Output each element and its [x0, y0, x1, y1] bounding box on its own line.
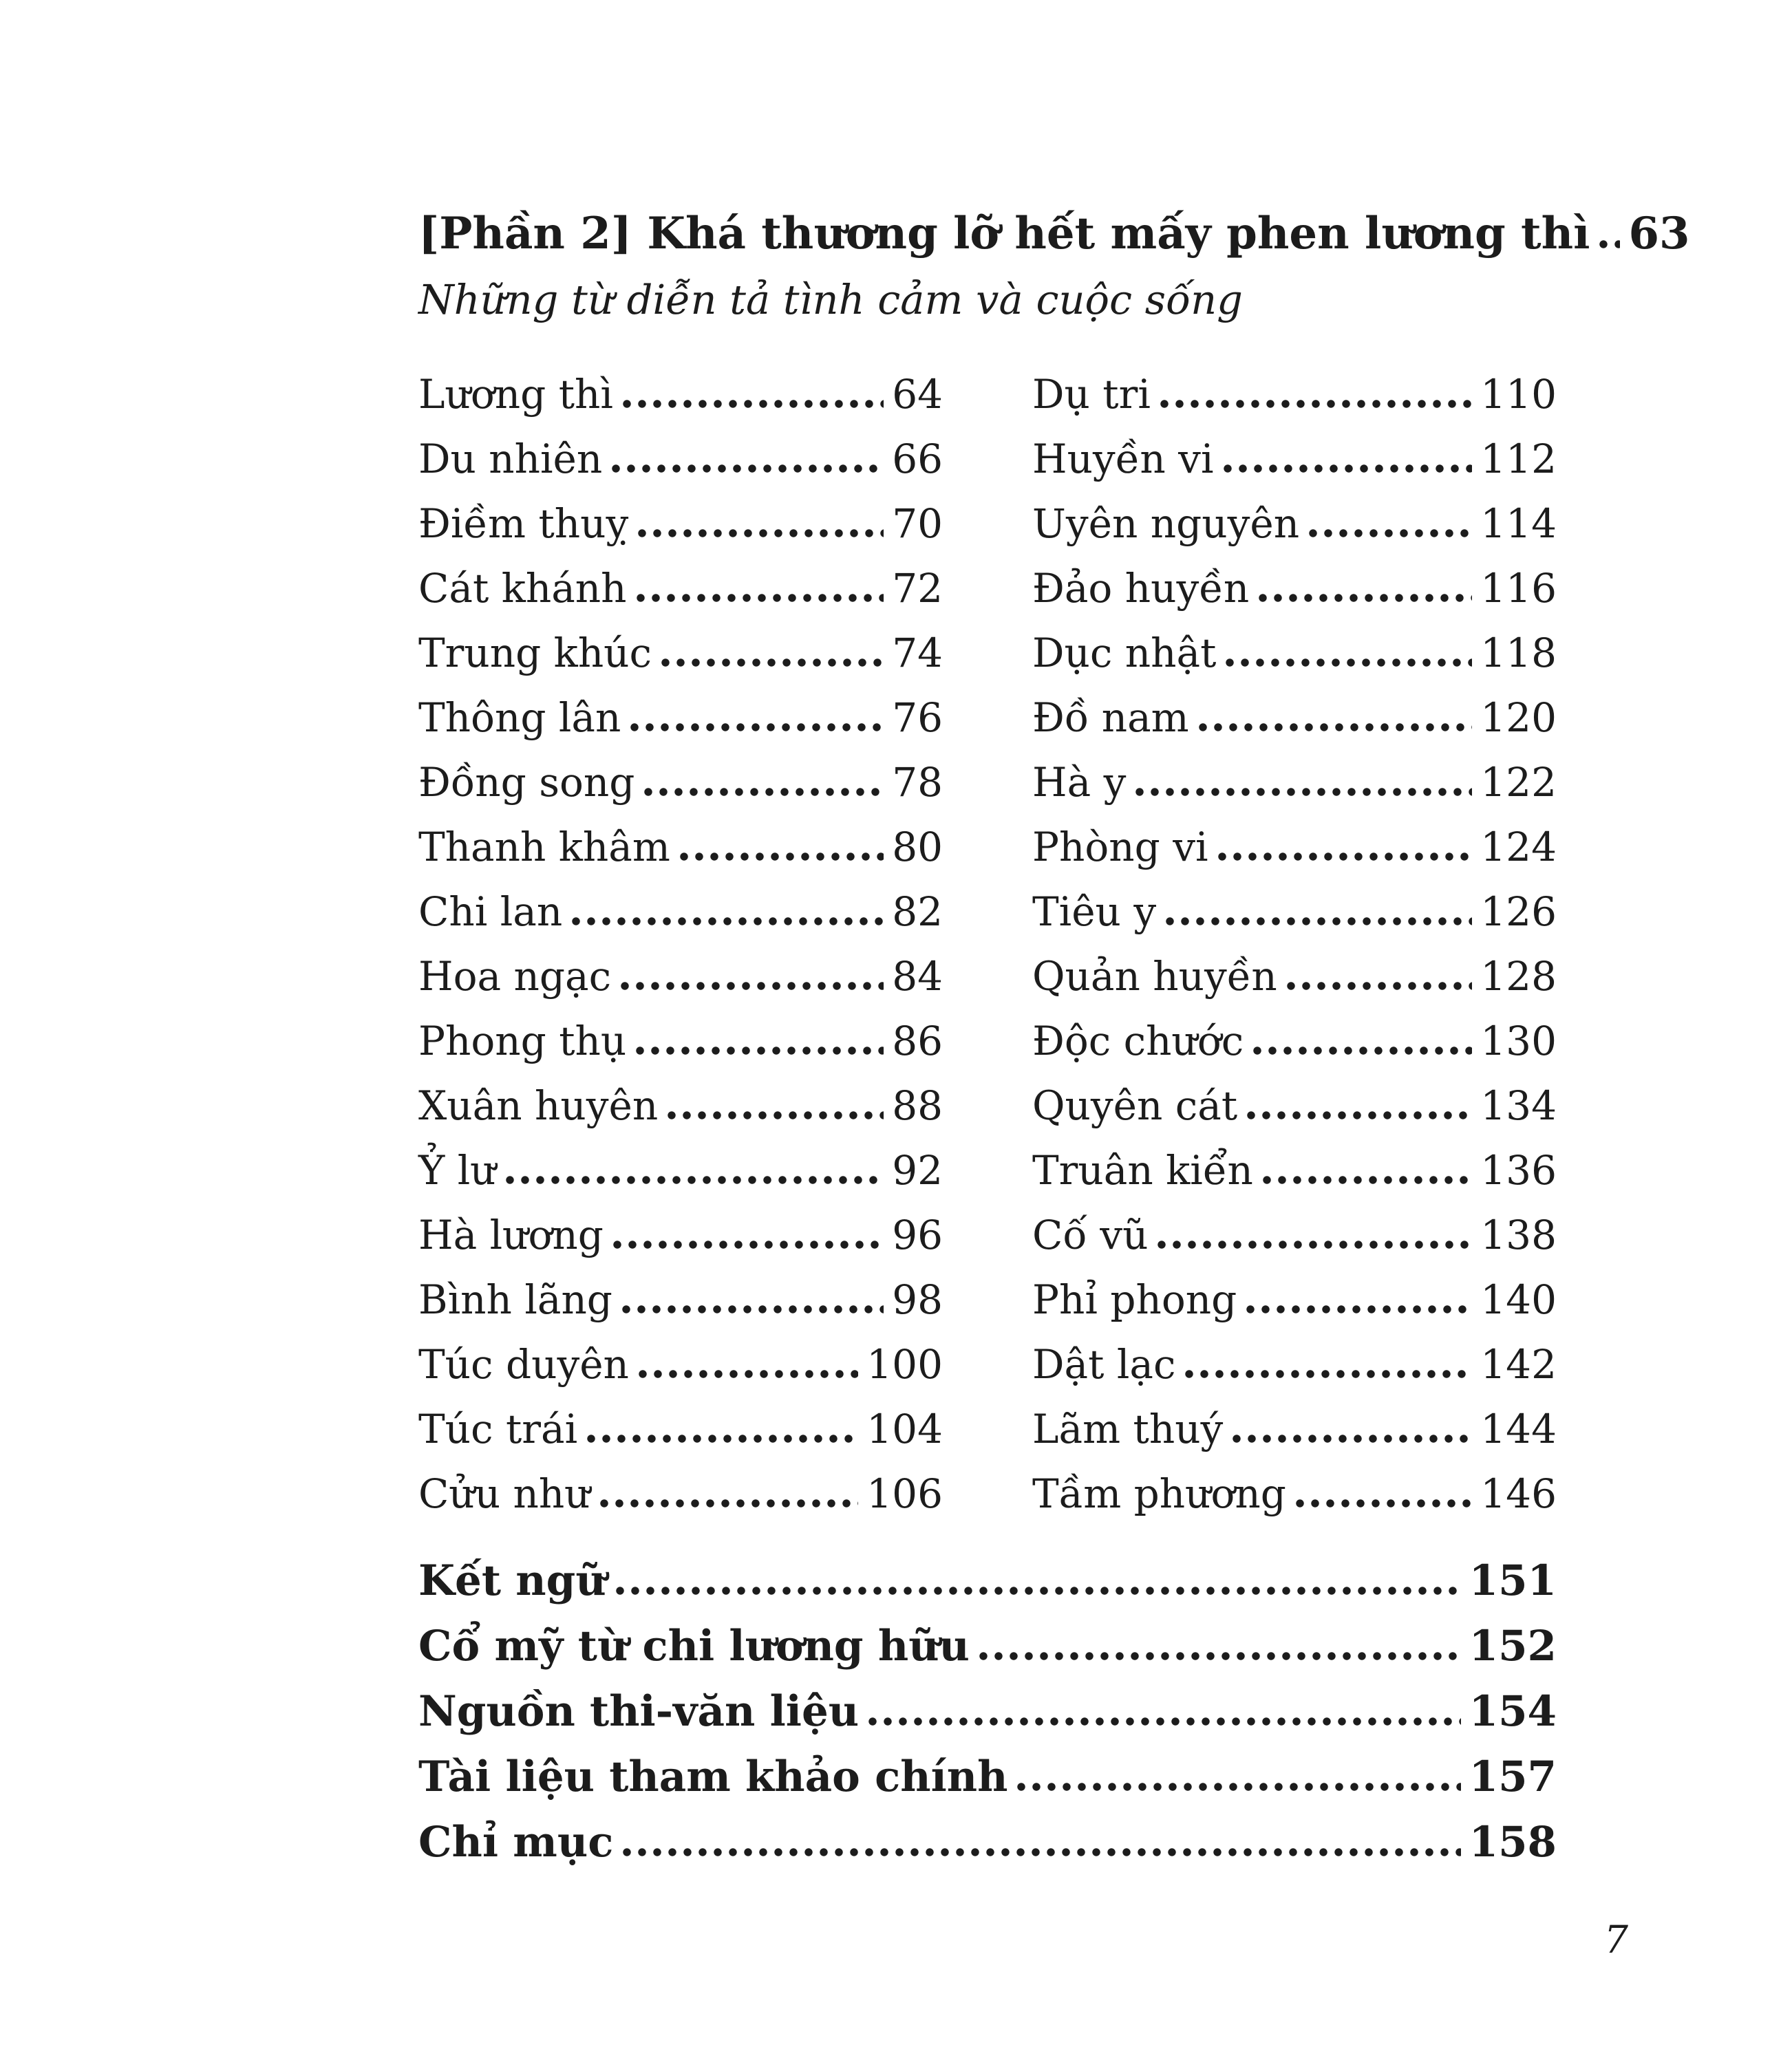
toc-entry-page: 138 [1480, 1212, 1557, 1258]
toc-footer-label: Chỉ mục [418, 1818, 614, 1867]
dot-leader [979, 1652, 1461, 1660]
dot-leader [668, 1111, 884, 1119]
dot-leader [623, 1848, 1460, 1856]
toc-entry-page: 140 [1480, 1276, 1557, 1323]
toc-entry [1032, 362, 1557, 427]
toc-entry-label: Dụ tri [1032, 371, 1151, 418]
toc-entry-page: 76 [892, 694, 943, 741]
toc-columns [418, 362, 1557, 1526]
toc-entry-label: Uyên nguyên [1032, 500, 1300, 547]
dot-leader [1259, 594, 1472, 602]
toc-entry-page: 142 [1480, 1341, 1557, 1388]
toc-entry-label: Lãm thuý [1032, 1406, 1224, 1452]
toc-entry-label: Điềm thuỵ [418, 500, 629, 547]
toc-entry-page: 144 [1480, 1406, 1557, 1452]
toc-footer-entry [418, 1613, 1557, 1679]
toc-entry-label: Độc chước [1032, 1018, 1244, 1064]
toc-entry [418, 944, 943, 1009]
page-number: 7 [1604, 1918, 1628, 1962]
dot-leader [612, 464, 884, 473]
toc-entry [418, 1073, 943, 1138]
toc-column-left [418, 362, 943, 1526]
toc-entry-page: 92 [892, 1147, 943, 1194]
toc-footer-entry [418, 1810, 1557, 1875]
toc-entry-page: 136 [1480, 1147, 1557, 1194]
toc-entry [1032, 1009, 1557, 1073]
toc-entry-label: Phòng vi [1032, 824, 1208, 870]
toc-entry-page: 88 [892, 1082, 943, 1129]
dot-leader [1160, 400, 1472, 408]
dot-leader [1287, 982, 1472, 990]
toc-entry-page: 112 [1480, 436, 1557, 482]
toc-entry-label: Cát khánh [418, 565, 627, 612]
toc-entry [418, 1267, 943, 1332]
dot-leader [572, 917, 884, 925]
dot-leader [1247, 1111, 1472, 1119]
dot-leader [1226, 658, 1472, 667]
toc-entry-label: Huyền vi [1032, 436, 1214, 482]
toc-footer-label: Cổ mỹ từ chi lương hữu [418, 1622, 970, 1671]
toc-entry-page: 96 [892, 1212, 943, 1258]
toc-entry [418, 1138, 943, 1203]
toc-entry-label: Đồng song [418, 759, 635, 806]
toc-entry-label: Hoa ngạc [418, 953, 612, 1000]
toc-entry-page: 116 [1480, 565, 1557, 612]
toc-entry [1032, 1267, 1557, 1332]
dot-leader [1017, 1783, 1460, 1791]
toc-footer-label: Tài liệu tham khảo chính [418, 1752, 1008, 1801]
dot-leader [621, 982, 884, 990]
toc-entry-page: 70 [892, 500, 943, 547]
toc-entry-label: Túc trái [418, 1406, 578, 1452]
dot-leader [868, 1717, 1461, 1726]
toc-footer-label: Nguồn thi-văn liệu [418, 1687, 860, 1736]
toc-entry-label: Hà lương [418, 1212, 604, 1258]
toc-entry-page: 122 [1480, 759, 1557, 806]
toc-entry-page: 146 [1480, 1470, 1557, 1517]
toc-entry-label: Đồ nam [1032, 694, 1189, 741]
toc-part-subtitle: Những từ diễn tả tình cảm và cuộc sống [418, 276, 1243, 323]
dot-leader [630, 723, 884, 731]
toc-entry-label: Hà y [1032, 759, 1127, 806]
dot-leader [1166, 917, 1472, 925]
toc-entry-page: 84 [892, 953, 943, 1000]
toc-entry [1032, 556, 1557, 621]
toc-entry-label: Phỉ phong [1032, 1276, 1237, 1323]
toc-entry-label: Thanh khâm [418, 824, 670, 870]
toc-entry [1032, 1138, 1557, 1203]
toc-entry [1032, 879, 1557, 944]
toc-column-right [1032, 362, 1557, 1526]
toc-footer-entry [418, 1679, 1557, 1744]
toc-entry-page: 66 [892, 436, 943, 482]
toc-entry-page: 74 [892, 630, 943, 676]
dot-leader [639, 1370, 858, 1378]
toc-entry-page: 128 [1480, 953, 1557, 1000]
toc-entry [1032, 815, 1557, 879]
dot-leader [613, 1241, 884, 1249]
toc-entry-label: Tiêu y [1032, 888, 1157, 935]
toc-part-page: 63 [1628, 208, 1690, 259]
toc-entry [1032, 1332, 1557, 1397]
toc-entry-page: 106 [866, 1470, 943, 1517]
toc-entry [418, 556, 943, 621]
toc-footer-section [418, 1548, 1557, 1875]
toc-entry-page: 64 [892, 371, 943, 418]
dot-leader [638, 529, 884, 537]
toc-entry [1032, 1397, 1557, 1461]
toc-footer-entry [418, 1548, 1557, 1613]
toc-entry-label: Quản huyền [1032, 953, 1277, 1000]
toc-entry [418, 879, 943, 944]
toc-entry-label: Du nhiên [418, 436, 603, 482]
toc-entry-page: 98 [892, 1276, 943, 1323]
toc-entry [1032, 1461, 1557, 1526]
dot-leader [1135, 788, 1472, 796]
toc-entry-page: 82 [892, 888, 943, 935]
toc-entry-page: 114 [1480, 500, 1557, 547]
toc-footer-label: Kết ngữ [418, 1556, 606, 1605]
dot-leader [644, 788, 884, 796]
toc-entry-label: Bình lãng [418, 1276, 612, 1323]
toc-entry [1032, 685, 1557, 750]
dot-leader [600, 1499, 859, 1508]
toc-entry-label: Truân kiển [1032, 1147, 1253, 1194]
toc-entry [418, 491, 943, 556]
toc-entry-page: 120 [1480, 694, 1557, 741]
dot-leader [506, 1176, 884, 1184]
toc-entry [418, 427, 943, 491]
dot-leader [637, 594, 884, 602]
toc-entry [1032, 944, 1557, 1009]
dot-leader [1199, 723, 1473, 731]
toc-entry [1032, 1073, 1557, 1138]
toc-entry-label: Đảo huyền [1032, 565, 1250, 612]
toc-footer-page: 157 [1469, 1752, 1557, 1801]
toc-entry-label: Tầm phương [1032, 1470, 1286, 1517]
toc-entry-label: Xuân huyên [418, 1082, 659, 1129]
toc-entry [1032, 491, 1557, 556]
toc-entry [1032, 427, 1557, 491]
dot-leader [1158, 1241, 1472, 1249]
toc-entry-page: 86 [892, 1018, 943, 1064]
dot-leader [1233, 1435, 1472, 1443]
toc-entry-page: 126 [1480, 888, 1557, 935]
dot-leader [1296, 1499, 1472, 1508]
dot-leader [680, 852, 884, 861]
dot-leader [636, 1047, 884, 1055]
toc-entry-label: Phong thụ [418, 1018, 627, 1064]
toc-entry-page: 118 [1480, 630, 1557, 676]
dot-leader [1263, 1176, 1472, 1184]
toc-entry-label: Dật lạc [1032, 1341, 1176, 1388]
toc-entry [1032, 750, 1557, 815]
toc-entry [418, 1203, 943, 1267]
dot-leader [661, 658, 884, 667]
toc-entry-label: Chi lan [418, 888, 563, 935]
toc-entry-page: 100 [866, 1341, 943, 1388]
toc-part-header [418, 206, 1690, 261]
toc-entry [418, 621, 943, 685]
toc-footer-page: 151 [1469, 1556, 1557, 1605]
toc-entry-label: Cửu như [418, 1470, 590, 1517]
toc-entry [1032, 1203, 1557, 1267]
dot-leader [616, 1587, 1461, 1595]
toc-footer-page: 154 [1469, 1687, 1557, 1736]
toc-entry-page: 72 [892, 565, 943, 612]
toc-part-title: [Phần 2] Khá thương lỡ hết mấy phen lương thì [418, 208, 1590, 259]
toc-entry [418, 1009, 943, 1073]
toc-entry-label: Quyên cát [1032, 1082, 1238, 1129]
toc-entry [418, 1332, 943, 1397]
toc-entry [418, 1461, 943, 1526]
dot-leader [1253, 1047, 1472, 1055]
toc-entry [418, 815, 943, 879]
toc-entry-page: 110 [1480, 371, 1557, 418]
dot-leader [1185, 1370, 1472, 1378]
toc-entry [418, 685, 943, 750]
dot-leader [1246, 1305, 1472, 1313]
dot-leader [1224, 464, 1473, 473]
toc-entry-label: Ỷ lư [418, 1147, 496, 1194]
toc-entry-label: Túc duyên [418, 1341, 629, 1388]
dot-leader [622, 1305, 884, 1313]
toc-entry [1032, 621, 1557, 685]
toc-entry [418, 750, 943, 815]
toc-entry-page: 78 [892, 759, 943, 806]
dot-leader [1309, 529, 1472, 537]
toc-entry [418, 362, 943, 427]
dot-leader [587, 1435, 858, 1443]
toc-footer-entry [418, 1744, 1557, 1810]
toc-entry-page: 134 [1480, 1082, 1557, 1129]
dot-leader [1218, 852, 1473, 861]
toc-entry-label: Dục nhật [1032, 630, 1217, 676]
toc-entry-page: 80 [892, 824, 943, 870]
dot-leader [1599, 240, 1620, 248]
toc-entry-label: Trung khúc [418, 630, 652, 676]
toc-entry-label: Cố vũ [1032, 1212, 1149, 1258]
toc-footer-page: 158 [1469, 1818, 1557, 1867]
toc-entry-label: Lương thì [418, 371, 613, 418]
dot-leader [623, 400, 884, 408]
toc-entry-page: 130 [1480, 1018, 1557, 1064]
toc-footer-page: 152 [1469, 1622, 1557, 1671]
toc-entry [418, 1397, 943, 1461]
toc-entry-page: 124 [1480, 824, 1557, 870]
toc-entry-page: 104 [866, 1406, 943, 1452]
toc-entry-label: Thông lân [418, 694, 621, 741]
